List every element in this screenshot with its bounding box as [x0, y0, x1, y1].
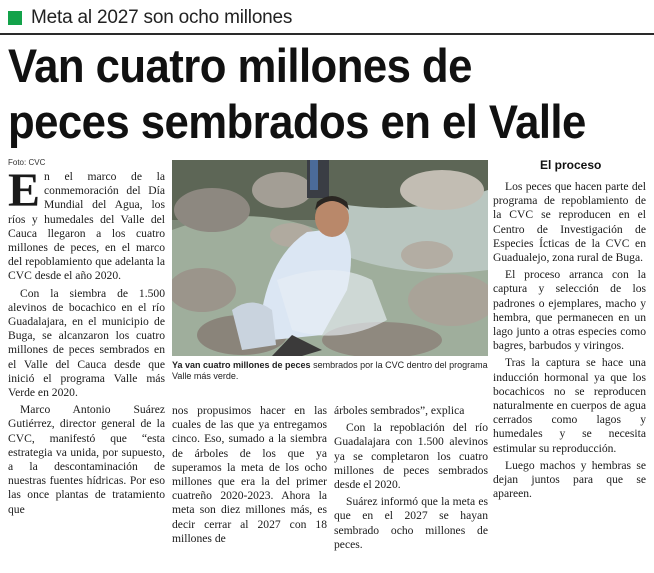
paragraph: nos propusimos hacer en las cuales de las que ya entregamos cinco. Eso, sumado a la siembra de árboles de los que ya superamos la meta de los ocho millones que era la del primer cuatreño 2020-2023. Ahora la meta son diez millones más, es decir cerrar al 2027 con 18 millones de: [172, 404, 327, 545]
photo-credit: Foto: CVC: [8, 158, 46, 167]
kicker-text: Meta al 2027 son ocho millones: [31, 7, 293, 28]
article-column-1: [8, 164, 165, 520]
river-photo-illustration: [172, 160, 488, 356]
headline: [8, 38, 603, 150]
paragraph: árboles sembrados”, explica: [334, 404, 465, 417]
paragraph: El proceso arranca con la captura y selección de los padrones o ejemplares, macho y hembra, que permanecen en un lago junto a otras especies como bagres, barbudos y viringos.: [493, 268, 646, 353]
article-column-2: [172, 404, 327, 549]
kicker: [8, 7, 292, 29]
drop-cap: E: [8, 164, 41, 217]
headline-line-2: peces sembrados en el Valle: [8, 95, 586, 148]
photo-caption: [172, 360, 488, 382]
paragraph: Con la siembra de 1.500 alevinos de bocachico en el río Guadalajara, en el municipio de Buga, se alcanzaron los cuatro millones de peces sembrados en el Valle del Cauca desde que inició el programa Valle más Verde en 2020.: [8, 286, 165, 400]
section-subhead: El proceso: [540, 158, 602, 172]
paragraph: [8, 164, 165, 284]
header-rule: [0, 33, 654, 35]
paragraph-text: n el marco de la conmemoración del Día Mundial del Agua, los ríos y humedales del Valle del Cauca llegaron a los cuatro millones de peces, en el marco del repoblamiento que adelanta la CVC desde el año 2020.: [8, 170, 165, 283]
paragraph: Tras la captura se hace una inducción hormonal ya que los bocachicos no se reproducen naturalmente en cuerpos de agua cerrados como lagos y humedales y se necesita estimular su reproducción.: [493, 356, 646, 455]
paragraph: Los peces que hacen parte del programa de repoblamiento de la CVC se reproducen en el Centro de Investigación de Especies Ícticas de la CVC en Guadualejo, zona rural de Buga.: [493, 180, 646, 265]
caption-bold: Ya van cuatro millones de peces: [172, 360, 311, 370]
paragraph: Marco Antonio Suárez Gutiérrez, director general de la CVC, manifestó que “esta estrategia va unida, por supuesto, a la descontaminación de nuestras fuentes hídricas. Por eso las once plantas de tratamiento que: [8, 403, 165, 516]
caption-text: sembrados por la CVC dentro del programa Valle más verde.: [172, 360, 488, 381]
headline-line-1: Van cuatro millones de: [8, 39, 472, 92]
article-photo: [172, 160, 488, 356]
article-column-4: [493, 180, 646, 504]
paragraph: Luego machos y hembras se dejan juntos para que se apareen.: [493, 458, 646, 501]
paragraph: Suárez informó que la meta es que en el 2027 se hayan sembrado ocho millones de peces.: [334, 495, 488, 551]
article-column-3: [334, 404, 488, 555]
paragraph: Con la repoblación del río Guadalajara con 1.500 alevinos ya se completaron los cuatro millones de peces sembrados desde el 2020.: [334, 421, 488, 492]
section-marker-square: [8, 11, 22, 25]
